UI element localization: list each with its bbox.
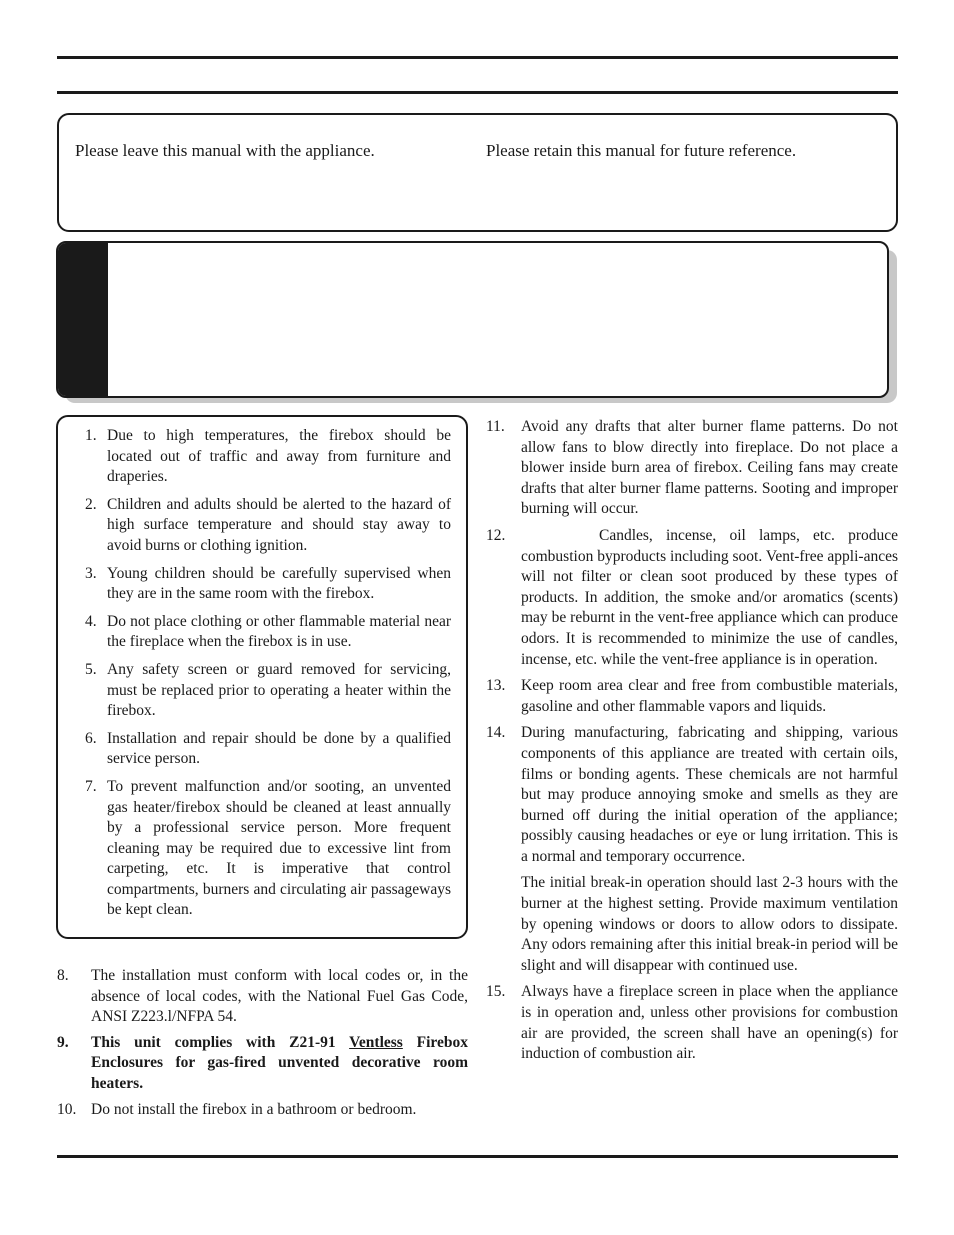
compliance-text-post: Firebox Enclosures for gas-fired unvented decorative room heaters. [91, 1033, 468, 1092]
retain-manual-notice: Please retain this manual for future reference. [486, 141, 797, 160]
warning-box [56, 241, 889, 398]
list-item: 6. Installation and repair should be done by a qualified service person. [85, 729, 451, 768]
manual-notice-box [57, 113, 898, 232]
list-item: 7. To prevent malfunction and/or sooting, an unvented gas heater/firebox should be cleaned at least annually by a professional service person. More frequent cleaning may be required due to excessive lint from carpeting, etc. It is imperative that control compartments, burners and circulating air passageways be kept clean. [85, 777, 451, 919]
boxed-safety-list [85, 426, 451, 928]
leave-manual-notice: Please leave this manual with the appliance. [75, 141, 375, 160]
list-item: 10. Do not install the firebox in a bathroom or bedroom. [57, 1100, 417, 1118]
list-item: 15. Always have a fireplace screen in place when the appliance is in operation and, unless other provisions for combustion air are provided, the screen shall have an opening(s) for induction of combustion air. [486, 983, 898, 1063]
warning-side-bar [58, 243, 108, 396]
list-item: 8. The installation must conform with local codes or, in the absence of local codes, with the National Fuel Gas Code, ANSI Z223.l/NFPA 54. [57, 967, 468, 1026]
list-item: 5. Any safety screen or guard removed for servicing, must be replaced prior to operating a heater within the firebox. [85, 660, 451, 720]
ventless-term: Ventless [349, 1033, 403, 1051]
list-item: 14. During manufacturing, fabricating and shipping, various components of this appliance are treated with certain oils, films or bonding agents. These chemicals are not harmful but may produce annoying smoke and smells as they are burned off during the initial operation of the appliance; possibly causing headaches or eye or lung irritation. This is a normal and temporary occurrence. The initial break-in operation should last 2-3 hours with the burner at the highest setting. Provide maximum ventilation by opening windows or doors to allow odors to dissipate. Any odors remaining after this initial break-in period will be slight and will disappear with continued use. [486, 723, 898, 976]
list-item: 2. Children and adults should be alerted to the hazard of high surface temperature and should stay away to avoid burns or clothing ignition. [85, 495, 451, 554]
list-item: 12. Candles, incense, oil lamps, etc. produce combustion byproducts including soot. Vent-free appli-ances will not filter or clean soot produced by these types of products. In addition, the smoke and/or aromatics (scents) may be reburnt in the vent-free appliance which can produce odors. It is recommended to minimize the use of candles, incense, etc. while the vent-free appliance is in operation. [486, 526, 898, 668]
header-rule [57, 91, 898, 94]
candles-text: Candles, incense, oil lamps, etc. produce combustion byproducts including soot. Vent-free appli-ances will not filter or clean soot produced by these types of products. In addition, the smoke and/or aromatics (scents) may be reburnt in the vent-free appliance which can produce odors. It is recommended to minimize the use of candles, incense, etc. while the vent-free appliance is in operation. [521, 526, 898, 668]
footer-rule [57, 1155, 898, 1158]
list-item: 1. Due to high temperatures, the firebox should be located out of traffic and away from furniture and draperies. [85, 427, 451, 486]
break-in-continued-text: The initial break-in operation should last 2-3 hours with the burner at the highest setting. Provide maximum ventilation by opening windows or doors to allow odors to dissipate. Any odors remaining after this initial break-in period will be slight and will disappear with continued use. [521, 874, 898, 974]
safety-items-box [56, 415, 468, 939]
list-item: 3. Young children should be carefully supervised when they are in the same room with the firebox. [85, 564, 451, 603]
list-item: 4. Do not place clothing or other flammable material near the fireplace when the firebox is in use. [85, 612, 451, 651]
compliance-text-pre: This unit complies with Z21-91 [91, 1033, 350, 1051]
top-rule [57, 56, 898, 59]
compliance-item: 9. This unit complies with Z21-91 Ventless Firebox Enclosures for gas-fired unvented decorative room heaters. [57, 1033, 468, 1092]
installation-list [57, 966, 468, 1125]
break-in-text: During manufacturing, fabricating and shipping, various components of this appliance are treated with certain oils, films or bonding agents. These chemicals are not harmful but may produce annoying smoke and smells as they are burned off during the initial operation of the appliance; possibly causing headaches or eye or lung irritation. This is a normal and temporary occurrence. [521, 724, 898, 865]
list-item: 13. Keep room area clear and free from combustible materials, gasoline and other flammable vapors and liquids. [486, 677, 898, 715]
list-item: 11. Avoid any drafts that alter burner flame patterns. Do not allow fans to blow directly into fireplace. Do not place a blower inside burn area of firebox. Ceiling fans may create drafts that alter burner flame patterns. Sooting and improper burning will occur. [486, 418, 898, 518]
operation-list [486, 417, 898, 1071]
